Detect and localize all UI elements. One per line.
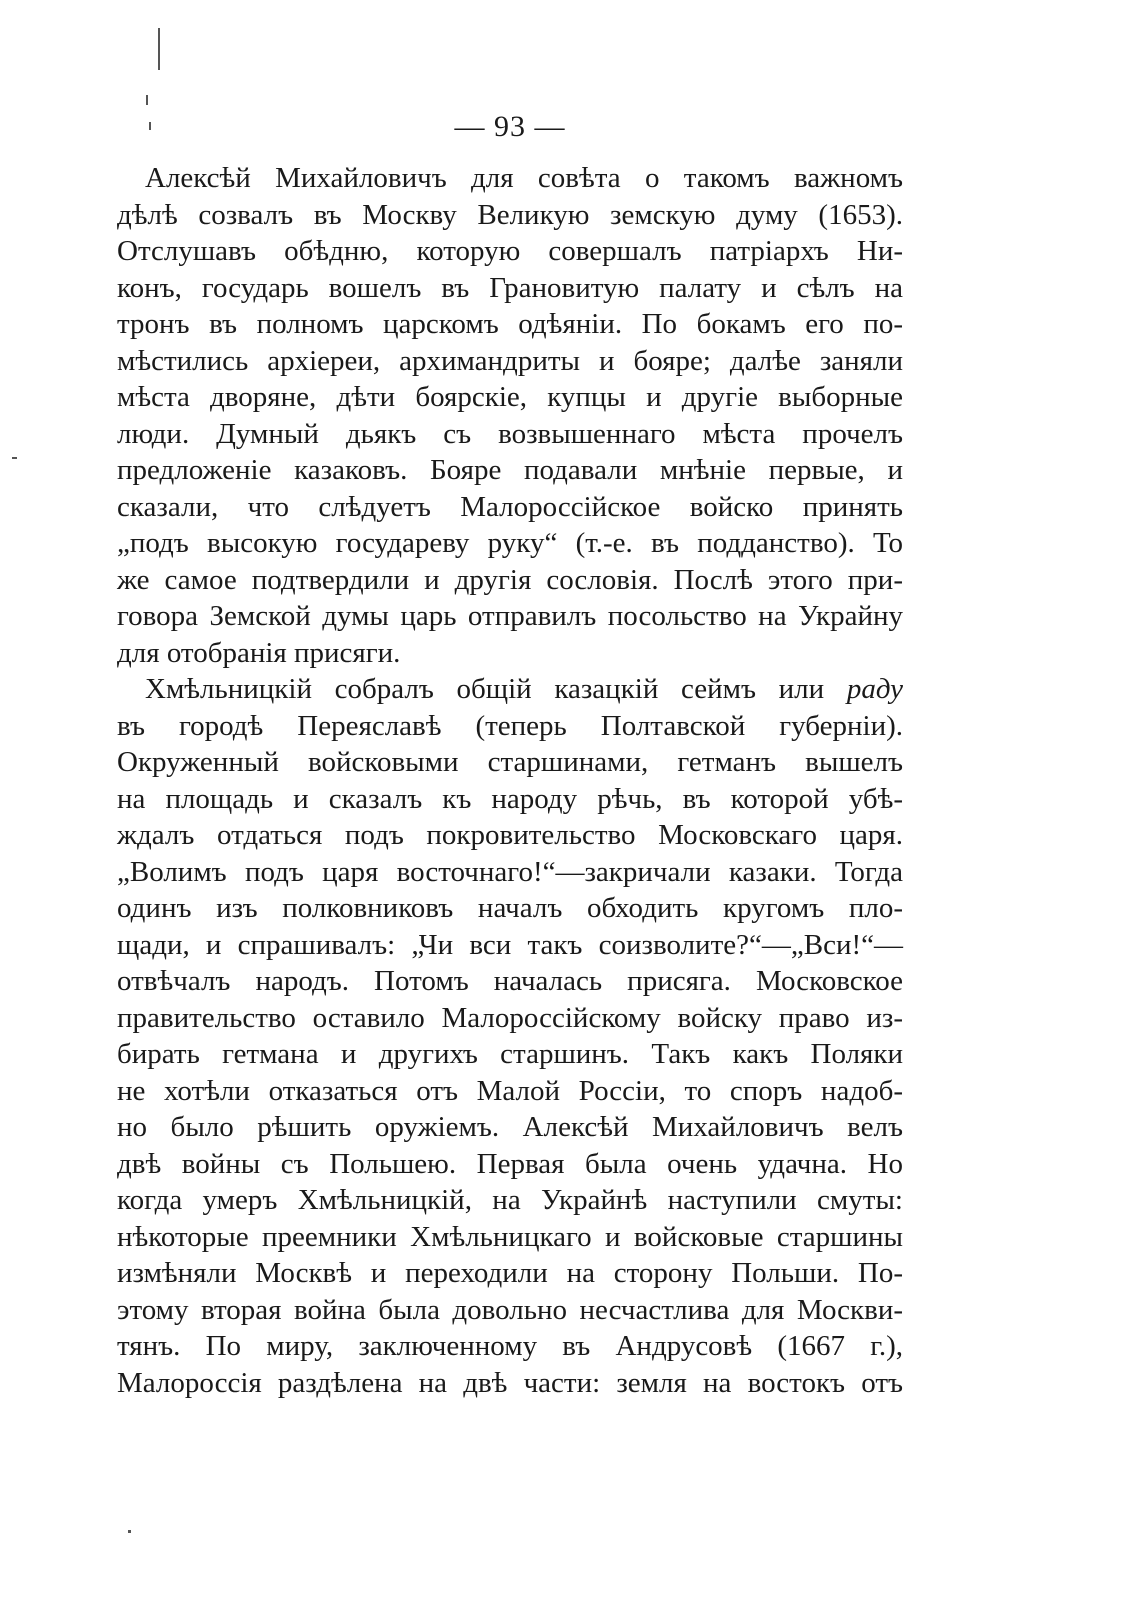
text-line: „подъ высокую государеву руку“ (т.-е. въ подданство). То [117, 527, 903, 559]
text-line: для отобранія присяги. [117, 636, 401, 669]
text-line: Малороссія раздѣлена на двѣ части: земля на востокъ отъ [117, 1366, 903, 1399]
text-line: же самое подтвердили и другія сословія. Послѣ этого при- [117, 563, 903, 596]
text-line: говора Земской думы царь отправилъ посольство на Украйну [117, 600, 903, 632]
text-line: предложеніе казаковъ. Бояре подавали мнѣніе первые, и [117, 454, 903, 486]
text-line: правительство оставило Малороссійскому войску право из- [117, 1001, 903, 1034]
text-line: на площадь и сказалъ къ народу рѣчь, въ которой убѣ- [117, 782, 903, 815]
text-line: двѣ войны съ Польшею. Первая была очень удачна. Но [117, 1147, 903, 1180]
text-line: этому вторая война была довольно несчастлива для Москви- [117, 1293, 903, 1326]
page-number: — 93 — [454, 110, 566, 143]
text-line: бирать гетмана и другихъ старшинъ. Такъ какъ Поляки [117, 1038, 903, 1070]
text-line: тронъ въ полномъ царскомъ одѣяніи. По бокамъ его по- [117, 308, 903, 340]
text-segment: Хмѣльницкій собралъ общій казацкій сеймъ или [145, 673, 847, 705]
text-line: одинъ изъ полковниковъ началъ обходить кругомъ пло- [117, 892, 903, 924]
text-line: Отслушавъ обѣдню, которую совершалъ патріархъ Ни- [117, 235, 903, 267]
text-line: Алексѣй Михайловичъ для совѣта о такомъ важномъ [145, 162, 903, 194]
text-line: ждалъ отдаться подъ покровительство Московскаго царя. [117, 819, 903, 851]
text-line: конъ, государь вошелъ въ Грановитую палату и сѣлъ на [117, 271, 903, 304]
text-line: не хотѣли отказаться отъ Малой Россіи, то споръ надоб- [117, 1074, 903, 1107]
text-line: въ городѣ Переяславѣ (теперь Полтавской губерніи). [117, 709, 903, 742]
paragraph-1 [117, 160, 903, 671]
text-line: дѣлѣ созвалъ въ Москву Великую земскую думу (1653). [117, 198, 903, 231]
italic-word: раду [846, 673, 903, 705]
text-line: когда умеръ Хмѣльницкій, на Украйнѣ наступили смуты: [117, 1184, 903, 1216]
text-line: Окруженный войсковыми старшинами, гетманъ вышелъ [117, 746, 903, 778]
text-line: измѣняли Москвѣ и переходили на сторону Польши. По- [117, 1257, 903, 1289]
text-line: „Волимъ подъ царя восточнаго!“—закричали казаки. Тогда [117, 855, 903, 888]
text-line: отвѣчалъ народъ. Потомъ началась присяга. Московское [117, 965, 903, 997]
text-line: люди. Думный дьякъ съ возвышеннаго мѣста прочелъ [117, 417, 903, 450]
text-line: мѣстились архіереи, архимандриты и бояре; далѣе заняли [117, 344, 903, 377]
text-line: сказали, что слѣдуетъ Малороссійское войско принять [117, 490, 903, 523]
text-line: но было рѣшить оружіемъ. Алексѣй Михайловичъ велъ [117, 1111, 903, 1143]
text-line [117, 671, 903, 708]
text-line: щади, и спрашивалъ: „Чи вси такъ соизволите?“—„Вси!“— [117, 928, 903, 961]
text-line: мѣста дворяне, дѣти боярскіе, купцы и другіе выборные [117, 381, 903, 413]
text-line: нѣкоторые преемники Хмѣльницкаго и войсковые старшины [117, 1220, 903, 1253]
paragraph-2 [117, 671, 903, 1401]
body-text [117, 160, 903, 1401]
text-line: тянъ. По миру, заключенному въ Андрусовѣ (1667 г.), [117, 1330, 903, 1362]
